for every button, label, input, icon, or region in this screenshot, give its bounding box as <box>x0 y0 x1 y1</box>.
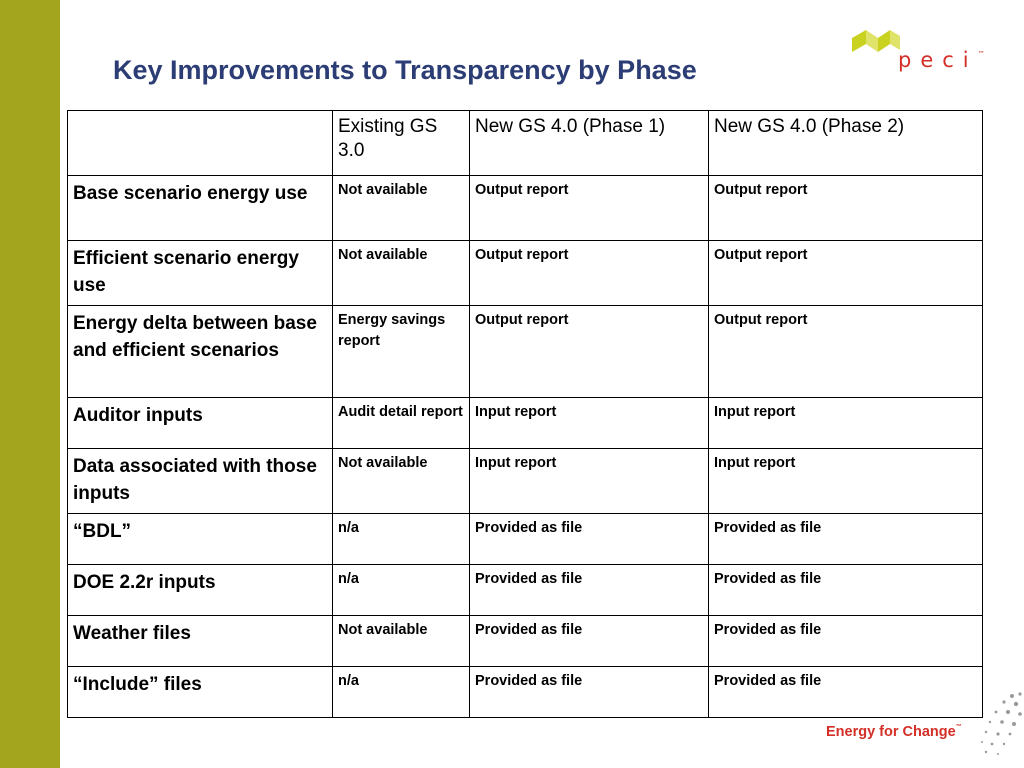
table-row <box>68 241 983 306</box>
transparency-table <box>67 110 983 718</box>
cell-phase1: Output report <box>470 176 709 241</box>
header-gs40-phase2: New GS 4.0 (Phase 2) <box>709 111 983 176</box>
cell-phase2: Output report <box>709 306 983 398</box>
row-label: Data associated with those inputs <box>68 449 333 514</box>
header-existing-gs30: Existing GS 3.0 <box>333 111 470 176</box>
footer-tagline: Energy for Change™ <box>826 724 962 740</box>
cell-existing: Energy savings report <box>333 306 470 398</box>
cell-phase1: Output report <box>470 241 709 306</box>
peci-logo-mark-icon <box>852 26 902 56</box>
cell-phase2: Provided as file <box>709 565 983 616</box>
cell-existing: Audit detail report <box>333 398 470 449</box>
cell-phase1: Provided as file <box>470 565 709 616</box>
cell-phase1: Input report <box>470 449 709 514</box>
table-row <box>68 565 983 616</box>
cell-existing: Not available <box>333 449 470 514</box>
table-row <box>68 616 983 667</box>
cell-existing: Not available <box>333 176 470 241</box>
header-gs40-phase1: New GS 4.0 (Phase 1) <box>470 111 709 176</box>
row-label: Weather files <box>68 616 333 667</box>
cell-phase2: Provided as file <box>709 616 983 667</box>
cell-phase1: Provided as file <box>470 616 709 667</box>
cell-phase1: Provided as file <box>470 514 709 565</box>
cell-existing: n/a <box>333 667 470 718</box>
cell-existing: n/a <box>333 565 470 616</box>
table-row <box>68 176 983 241</box>
header-blank <box>68 111 333 176</box>
row-label: “BDL” <box>68 514 333 565</box>
cell-phase2: Provided as file <box>709 514 983 565</box>
row-label: Efficient scenario energy use <box>68 241 333 306</box>
peci-logo <box>852 24 985 74</box>
row-label: Base scenario energy use <box>68 176 333 241</box>
peci-logo-wordmark: peci™ <box>898 48 985 72</box>
table-row <box>68 449 983 514</box>
cell-phase2: Output report <box>709 241 983 306</box>
table-row <box>68 306 983 398</box>
table-header-row <box>68 111 983 176</box>
cell-existing: n/a <box>333 514 470 565</box>
cell-phase2: Provided as file <box>709 667 983 718</box>
cell-phase2: Input report <box>709 449 983 514</box>
left-accent-bar <box>0 0 60 768</box>
table-row <box>68 514 983 565</box>
row-label: “Include” files <box>68 667 333 718</box>
cell-phase2: Output report <box>709 176 983 241</box>
cell-phase1: Provided as file <box>470 667 709 718</box>
row-label: Energy delta between base and efficient scenarios <box>68 306 333 398</box>
table-row <box>68 398 983 449</box>
cell-existing: Not available <box>333 241 470 306</box>
slide-title: Key Improvements to Transparency by Phase <box>113 55 697 85</box>
cell-phase2: Input report <box>709 398 983 449</box>
decorative-dots-icon <box>976 690 1024 760</box>
row-label: Auditor inputs <box>68 398 333 449</box>
cell-existing: Not available <box>333 616 470 667</box>
row-label: DOE 2.2r inputs <box>68 565 333 616</box>
cell-phase1: Input report <box>470 398 709 449</box>
cell-phase1: Output report <box>470 306 709 398</box>
table-row <box>68 667 983 718</box>
